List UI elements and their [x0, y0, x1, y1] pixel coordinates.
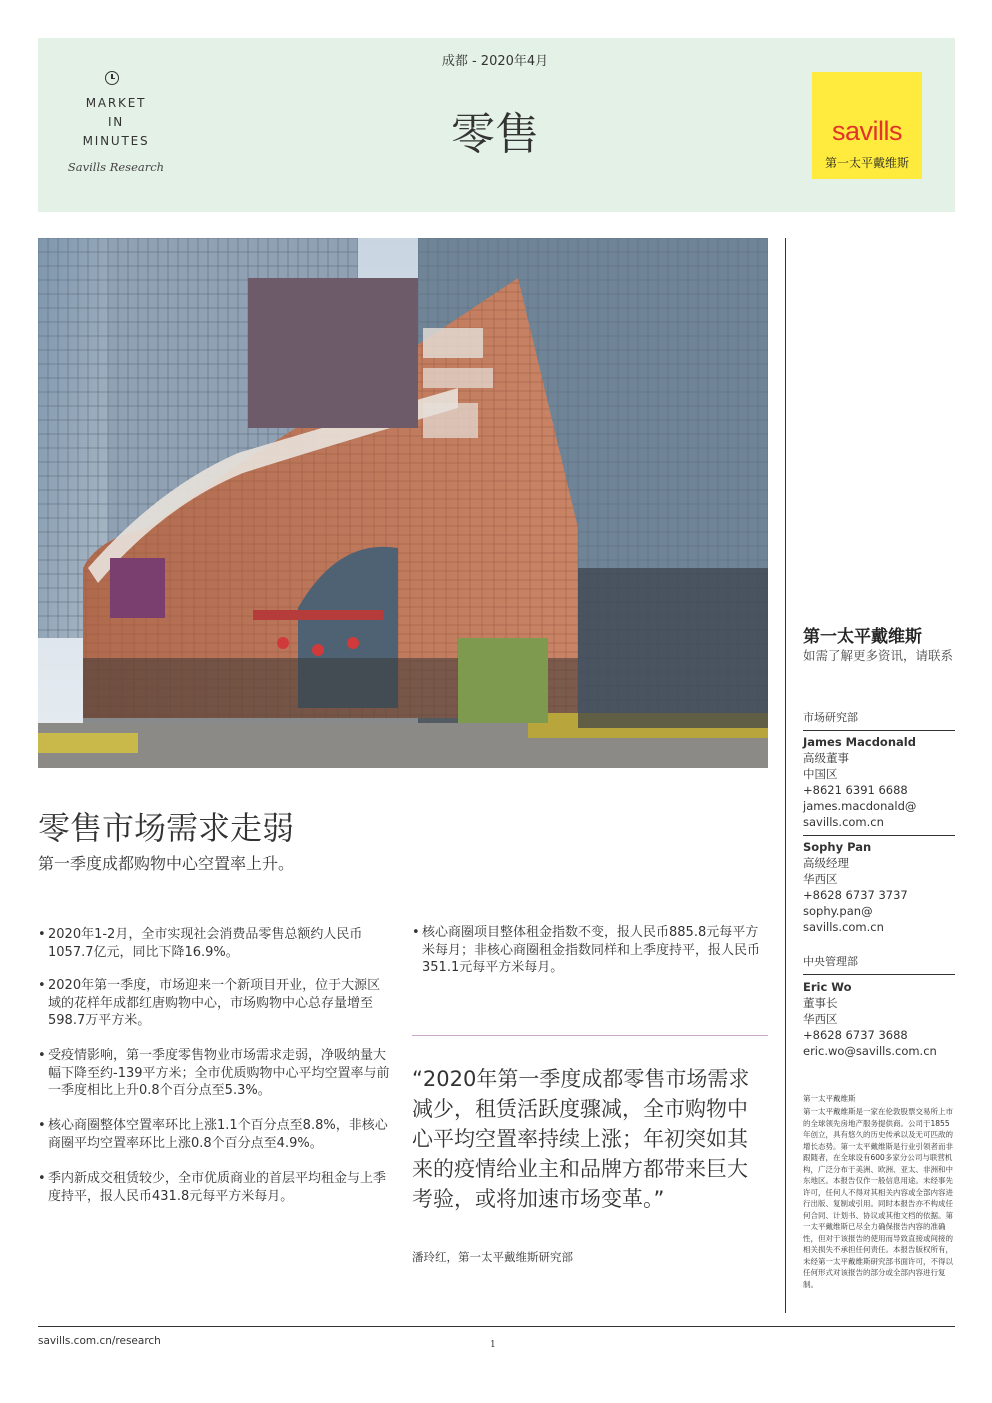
contact-card — [803, 734, 955, 830]
clock-icon — [105, 71, 119, 85]
quote-author: 潘玲红，第一太平戴维斯研究部 — [412, 1250, 573, 1264]
bullet-point: • 季内新成交租赁较少，全市优质商业的首层平均租金与上季度持平，报人民币431.8元每平方米每月。 — [38, 1171, 387, 1204]
section-management-label: 中央管理部 — [803, 955, 858, 968]
contact-region: 华西区 — [803, 1012, 838, 1026]
report-city-date: 成都 - 2020年4月 — [441, 54, 549, 69]
contact-title: 高级董事 — [803, 751, 849, 765]
mim-logo-line1: MARKET — [85, 96, 147, 110]
shopping-mall-illustration — [38, 238, 768, 768]
contact-name: Sophy Pan — [803, 840, 872, 854]
contact-card — [803, 979, 955, 1059]
savills-logo — [812, 72, 922, 179]
contact-title: 高级经理 — [803, 856, 849, 870]
contact-phone: +8628 6737 3737 — [803, 888, 908, 902]
contact-phone: +8621 6391 6688 — [803, 783, 908, 797]
savills-logo-cn: 第一太平戴维斯 — [824, 156, 909, 170]
quote-divider — [412, 1035, 768, 1036]
sidebar-rule — [803, 974, 955, 975]
contact-email-domain[interactable]: savills.com.cn — [803, 815, 884, 829]
contact-region: 中国区 — [803, 767, 838, 781]
sidebar-rule — [803, 835, 955, 836]
sidebar-divider — [785, 238, 786, 1313]
bullet-point: • 2020年1-2月，全市实现社会消费品零售总额约人民币1057.7亿元，同比下降16.9%。 — [38, 927, 363, 960]
bullet-point: • 核心商圈整体空置率环比上涨1.1个百分点至8.8%，非核心商圈平均空置率环比上涨0.8个百分点至4.9%。 — [38, 1118, 388, 1151]
contact-email-domain[interactable]: savills.com.cn — [803, 920, 884, 934]
contact-region: 华西区 — [803, 872, 838, 886]
savills-research-label: Savills Research — [67, 160, 165, 174]
about-text: 第一太平戴维斯是一家在伦敦股票交易所上市的全球领先房地产服务提供商。公司于1855年创立，具有悠久的历史传承以及无可匹敌的增长态势。第一太平戴维斯是行业引领者而非跟随者，在全球设有600多家分公司与联营机构，广泛分布于美洲、欧洲、亚太、非洲和中东地区。本报告仅作一般信息用途。未经事先许可，任何人不得对其相关内容或全部内容进行出版、复制或引用。同时本报告亦不构成任何合同、计划书、协议或其他文档的依据。第一太平戴维斯已尽全力确保报告内容的准确性，但对于该报告的使用而导致直接或间接的相关损失不承担任何责任。本报告版权所有，未经第一太平戴维斯研究部书面许可，不得以任何形式对该报告的部分或全部内容进行复制。 — [803, 1107, 953, 1289]
pull-quote: “2020年第一季度成都零售市场需求减少，租赁活跃度骤减，全市购物中心平均空置率持续上涨；年初突如其来的疫情给业主和品牌方都带来巨大考验，或将加速市场变革。” — [412, 1067, 750, 1211]
contact-email[interactable]: sophy.pan@ — [803, 904, 873, 918]
contact-phone: +8628 6737 3688 — [803, 1028, 908, 1042]
bullet-point: • 受疫情影响，第一季度零售物业市场需求走弱，净吸纳量大幅下降至约-139平方米；全市优质购物中心平均空置率与前一季度相比上升0.8个百分点至5.3%。 — [38, 1048, 390, 1098]
report-title: 零售 — [451, 109, 539, 160]
bullet-point: • 2020年第一季度，市场迎来一个新项目开业，位于大源区域的花样年成都红唐购物中心，市场购物中心总存量增至598.7万平方米。 — [38, 978, 381, 1028]
bullet-point: • 核心商圈项目整体租金指数不变，报人民币885.8元每平方米每月；非核心商圈租金指数同样和上季度持平，报人民币351.1元每平方米每月。 — [412, 925, 761, 975]
hero-photo — [38, 238, 768, 768]
mim-logo-line3: MINUTES — [82, 134, 150, 148]
contact-name: James Macdonald — [803, 735, 916, 749]
about-title: 第一太平戴维斯 — [803, 1094, 856, 1103]
section-research-label: 市场研究部 — [803, 711, 858, 724]
contact-email[interactable]: eric.wo@savills.com.cn — [803, 1044, 937, 1058]
subheadline: 第一季度成都购物中心空置率上升。 — [38, 854, 295, 873]
page-number: 1 — [490, 1340, 496, 1350]
contact-card — [803, 839, 955, 935]
mim-logo-line2: IN — [107, 115, 125, 129]
contact-name: Eric Wo — [803, 980, 852, 994]
sidebar-contact-invite: 如需了解更多资讯，请联系 — [803, 648, 954, 663]
footer-url-link[interactable]: savills.com.cn/research — [38, 1335, 161, 1347]
sidebar-company-name: 第一太平戴维斯 — [803, 627, 922, 647]
savills-logo-word: savills — [831, 116, 902, 146]
headline: 零售市场需求走弱 — [38, 809, 295, 847]
contact-title: 董事长 — [803, 996, 838, 1010]
sidebar-rule — [803, 730, 955, 731]
contact-email[interactable]: james.macdonald@ — [803, 799, 917, 813]
footer-rule — [38, 1326, 955, 1327]
